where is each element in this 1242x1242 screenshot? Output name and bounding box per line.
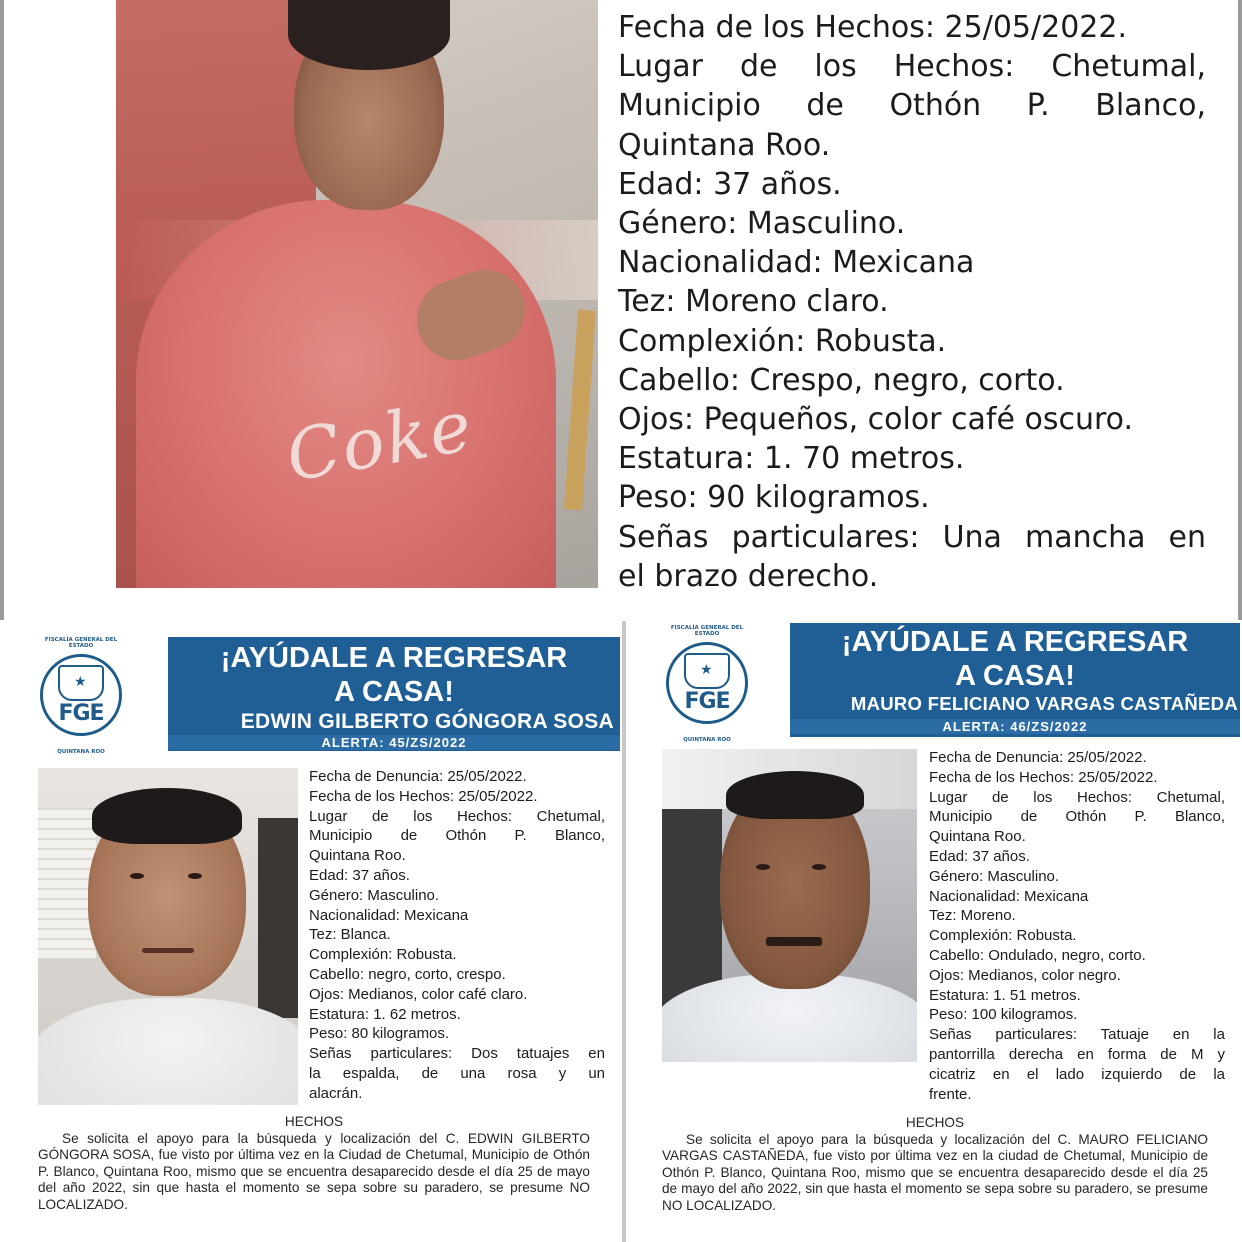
seal-top-text: FISCALÍA GENERAL DEL ESTADO	[670, 625, 744, 637]
star-icon: ★	[700, 662, 713, 678]
detail-line: cicatriz en el lado izquierdo de la	[929, 1065, 1225, 1083]
detail-line: Municipio de Othón P. Blanco,	[309, 827, 605, 845]
detail-line: Peso: 80 kilogramos.	[309, 1025, 450, 1043]
hechos-body: Se solicita el apoyo para la búsqueda y localización del C. EDWIN GILBERTO GÓNGORA SOSA, fue visto por última vez en la Ciudad de Chetumal, Municipio de Othón P. Blanco, Quintana Roo, mismo que se encuentra desaparecido desde el día 25 de mayo del año 2022, sin que hasta el momento se sepa sobre su paradero, se presume NO LOCALIZADO.	[38, 1130, 590, 1212]
detail-line: Quintana Roo.	[309, 847, 406, 865]
star-icon: ★	[74, 674, 87, 690]
poster-mauro	[626, 621, 1242, 1242]
detail-line: Ojos: Medianos, color negro.	[929, 966, 1121, 984]
hechos-section-edwin	[38, 1114, 590, 1214]
detail-line: Nacionalidad: Mexicana	[929, 887, 1089, 905]
banner-title-line2: A CASA!	[334, 676, 454, 708]
detail-line: Municipio de Othón P. Blanco,	[929, 808, 1225, 826]
detail-line: Señas particulares: Dos tatuajes en	[309, 1045, 605, 1063]
detail-line: Complexión: Robusta.	[618, 323, 947, 359]
detail-line: alacrán.	[309, 1084, 363, 1102]
banner-title-line1: ¡AYÚDALE A REGRESAR	[220, 642, 568, 674]
detail-line: Cabello: Ondulado, negro, corto.	[929, 946, 1146, 964]
detail-line: Lugar de los Hechos: Chetumal,	[618, 49, 1206, 85]
detail-line: Fecha de los Hechos: 25/05/2022.	[929, 768, 1158, 786]
missing-person-photo-top	[116, 0, 598, 588]
detail-line: Complexión: Robusta.	[309, 946, 457, 964]
detail-line: Edad: 37 años.	[309, 866, 410, 884]
detail-line: Complexión: Robusta.	[929, 927, 1077, 945]
banner-title-line2: A CASA!	[955, 660, 1075, 692]
missing-person-photo-edwin	[38, 768, 298, 1105]
detail-line: Género: Masculino.	[929, 867, 1060, 885]
hechos-section-mauro	[662, 1115, 1208, 1215]
detail-line: el brazo derecho.	[618, 558, 879, 594]
detail-line: frente.	[929, 1085, 972, 1103]
detail-line: Lugar de los Hechos: Chetumal,	[309, 807, 605, 825]
seal-bottom-text: QUINTANA ROO	[683, 737, 731, 743]
person-details-edwin	[309, 767, 605, 1104]
detail-line: Municipio de Othón P. Blanco,	[618, 88, 1206, 124]
detail-line: Nacionalidad: Mexicana	[309, 906, 469, 924]
detail-line: Edad: 37 años.	[929, 847, 1030, 865]
hechos-body: Se solicita el apoyo para la búsqueda y localización del C. MAURO FELICIANO VARGAS CASTAÑEDA, fue visto por última vez en la ciudad de Chetumal, Municipio de Othón P. Blanco, Quintana Roo, mismo que se encuentra desaparecido desde el día 25 de mayo del año 2022, sin que hasta el momento se sepa sobre su paradero, se presume NO LOCALIZADO.	[662, 1131, 1208, 1213]
seal-top-text: FISCALÍA GENERAL DEL ESTADO	[44, 637, 118, 649]
detail-line: Cabello: Crespo, negro, corto.	[618, 362, 1065, 398]
alert-number: ALERTA: 46/ZS/2022	[790, 719, 1240, 734]
detail-line: Ojos: Medianos, color café claro.	[309, 985, 528, 1003]
fge-seal-logo	[36, 637, 126, 762]
detail-line: la espalda, de una rosa y un	[309, 1064, 605, 1082]
person-details-mauro	[929, 748, 1225, 1104]
detail-line: Fecha de Denuncia: 25/05/2022.	[929, 749, 1147, 766]
detail-line: Nacionalidad: Mexicana	[618, 245, 975, 281]
detail-line: Fecha de los Hechos: 25/05/2022.	[309, 787, 538, 805]
banner-title-line1: ¡AYÚDALE A REGRESAR	[841, 626, 1189, 658]
detail-line: Estatura: 1. 70 metros.	[618, 441, 965, 477]
detail-line: Edad: 37 años.	[618, 166, 842, 202]
detail-line: Género: Masculino.	[309, 886, 440, 904]
missing-person-photo-mauro	[662, 749, 917, 1062]
detail-line: Tez: Blanca.	[309, 926, 391, 944]
detail-line: Peso: 90 kilogramos.	[618, 480, 930, 516]
seal-acronym: FGE	[684, 689, 730, 714]
detail-line: pantorrilla derecha en forma de M y	[929, 1045, 1225, 1063]
detail-line: Fecha de Denuncia: 25/05/2022.	[309, 768, 527, 785]
missing-person-name: EDWIN GILBERTO GÓNGORA SOSA	[240, 710, 614, 733]
alert-number: ALERTA: 45/ZS/2022	[168, 735, 620, 750]
detail-line: Señas particulares: Tatuaje en la	[929, 1026, 1225, 1044]
detail-line: Lugar de los Hechos: Chetumal,	[929, 788, 1225, 806]
detail-line: Tez: Moreno claro.	[618, 284, 889, 320]
seal-bottom-text: QUINTANA ROO	[57, 749, 105, 755]
detail-line: Quintana Roo.	[929, 828, 1026, 846]
hechos-title: HECHOS	[905, 1115, 965, 1130]
detail-line: Estatura: 1. 62 metros.	[309, 1005, 461, 1023]
detail-line: Quintana Roo.	[618, 127, 831, 163]
detail-line: Ojos: Pequeños, color café oscuro.	[618, 402, 1134, 438]
seal-acronym: FGE	[58, 701, 104, 726]
detail-line: Fecha de los Hechos: 25/05/2022.	[618, 10, 1127, 45]
detail-line: Tez: Moreno.	[929, 907, 1016, 925]
top-poster	[0, 0, 1242, 620]
detail-line: Estatura: 1. 51 metros.	[929, 986, 1081, 1004]
fge-seal-logo	[662, 625, 752, 750]
detail-line: Señas particulares: Una mancha en	[618, 519, 1206, 555]
alert-banner	[168, 637, 620, 751]
detail-line: Cabello: negro, corto, crespo.	[309, 965, 506, 983]
missing-person-name: MAURO FELICIANO VARGAS CASTAÑEDA	[850, 693, 1238, 714]
detail-line: Peso: 100 kilogramos.	[929, 1006, 1078, 1024]
poster-edwin	[0, 621, 622, 1242]
shirt-logo-text: Coke	[280, 384, 480, 498]
hechos-title: HECHOS	[284, 1114, 344, 1129]
poster-border-right	[1238, 0, 1242, 620]
top-person-details	[618, 8, 1206, 596]
alert-banner	[790, 623, 1240, 737]
poster-border-left	[0, 0, 4, 620]
detail-line: Género: Masculino.	[618, 206, 906, 242]
